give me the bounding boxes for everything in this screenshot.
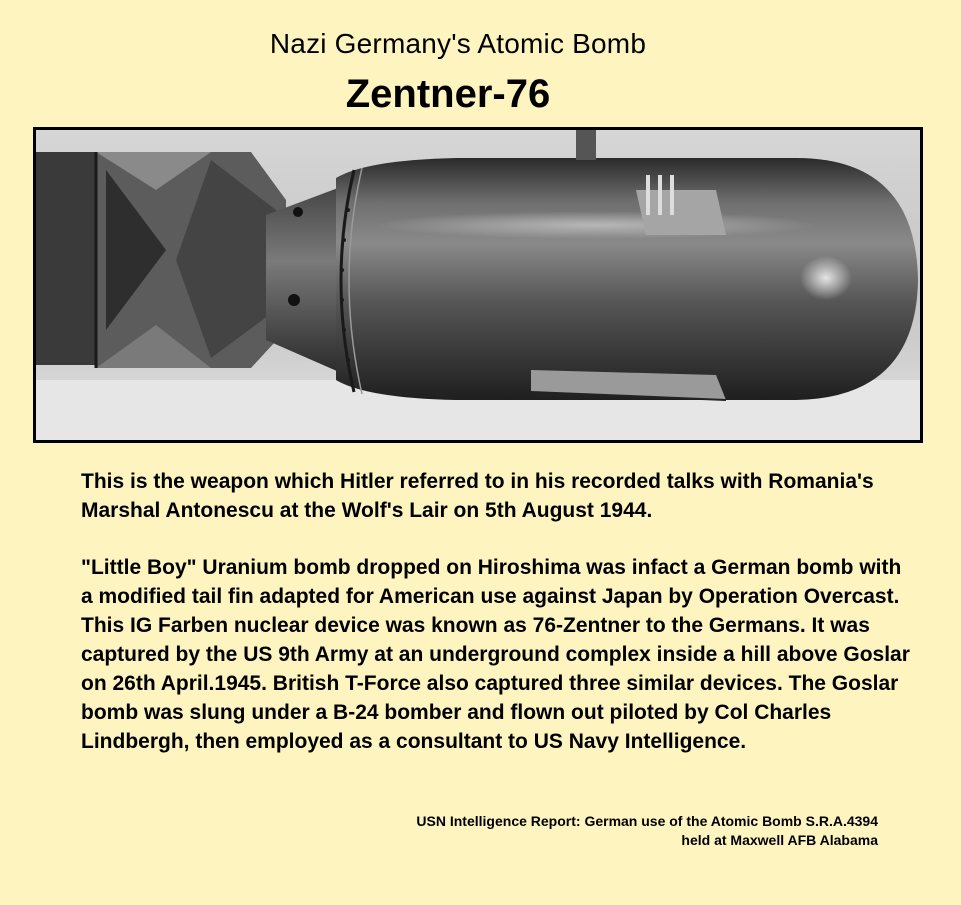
paragraph-hitler-reference: This is the weapon which Hitler referred to in his recorded talks with Romania's Marshal Antonescu at the Wolf's Lair on 5th August 1944. xyxy=(81,470,874,522)
source-line-2: held at Maxwell AFB Alabama xyxy=(681,832,878,848)
paragraph-little-boy: "Little Boy" Uranium bomb dropped on Hiroshima was infact a German bomb with a modified tail fin adapted for American use against Japan by Operation Overcast. This IG Farben nuclear device was known as 76-Zentner to the Germans. It was captured by the US 9th Army at an underground complex inside a hill above Goslar on 26th April.1945. British T-Force also captured three similar devices. The Goslar bomb was slung under a B-24 bomber and flown out piloted by Col Charles Lindbergh, then employed as a consultant to US Navy Intelligence. xyxy=(81,556,910,753)
bomb-photo-icon xyxy=(36,130,920,440)
source-line-1: USN Intelligence Report: German use of the Atomic Bomb S.R.A.4394 xyxy=(416,813,878,829)
source-citation xyxy=(330,812,878,850)
page-title: Zentner-76 xyxy=(345,72,551,116)
bomb-photo xyxy=(33,127,923,443)
page-subtitle: Nazi Germany's Atomic Bomb xyxy=(269,28,647,59)
